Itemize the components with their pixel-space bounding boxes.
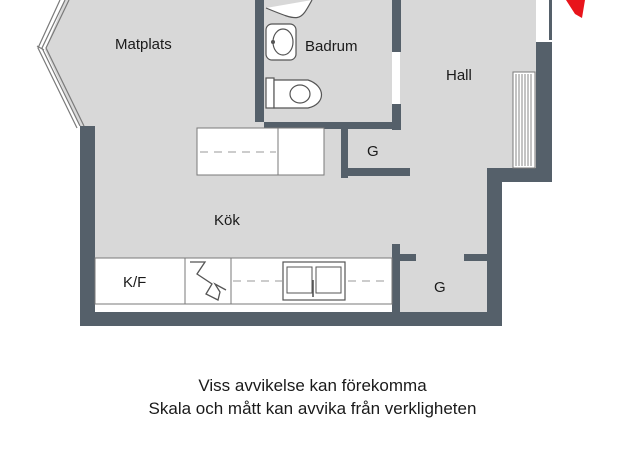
disclaimer-line-1: Viss avvikelse kan förekomma [198,376,427,395]
wall-right-upper [536,42,552,182]
wall-left [80,126,95,326]
wall-right-lower [487,168,502,326]
wall-top-right-stub [549,0,552,40]
disclaimer-line-2: Skala och mått kan avvika från verkligheten [148,399,477,418]
room-label-garderob-1: G [367,143,379,160]
room-label-hall: Hall [446,67,472,84]
wall-bottom [80,312,502,326]
wall-matplats-badrum [255,0,264,122]
room-label-badrum: Badrum [305,38,358,55]
hall-radiator [513,72,535,168]
kitchen-island [197,128,324,175]
toilet-tank [266,78,274,108]
room-label-kok: Kök [214,212,240,229]
room-label-kyl-frys: K/F [123,274,147,291]
entrance-marker-icon [566,0,585,18]
sink [283,262,345,300]
wall-g1-stub [392,168,410,176]
room-label-garderob-2: G [434,279,446,296]
wall-badrum-hall-upper [392,0,401,52]
wall-g1-bottom [341,168,400,176]
wall-g2-top-left [392,254,416,261]
room-label-matplats: Matplats [115,36,172,53]
wall-g2-top-right [464,254,487,261]
